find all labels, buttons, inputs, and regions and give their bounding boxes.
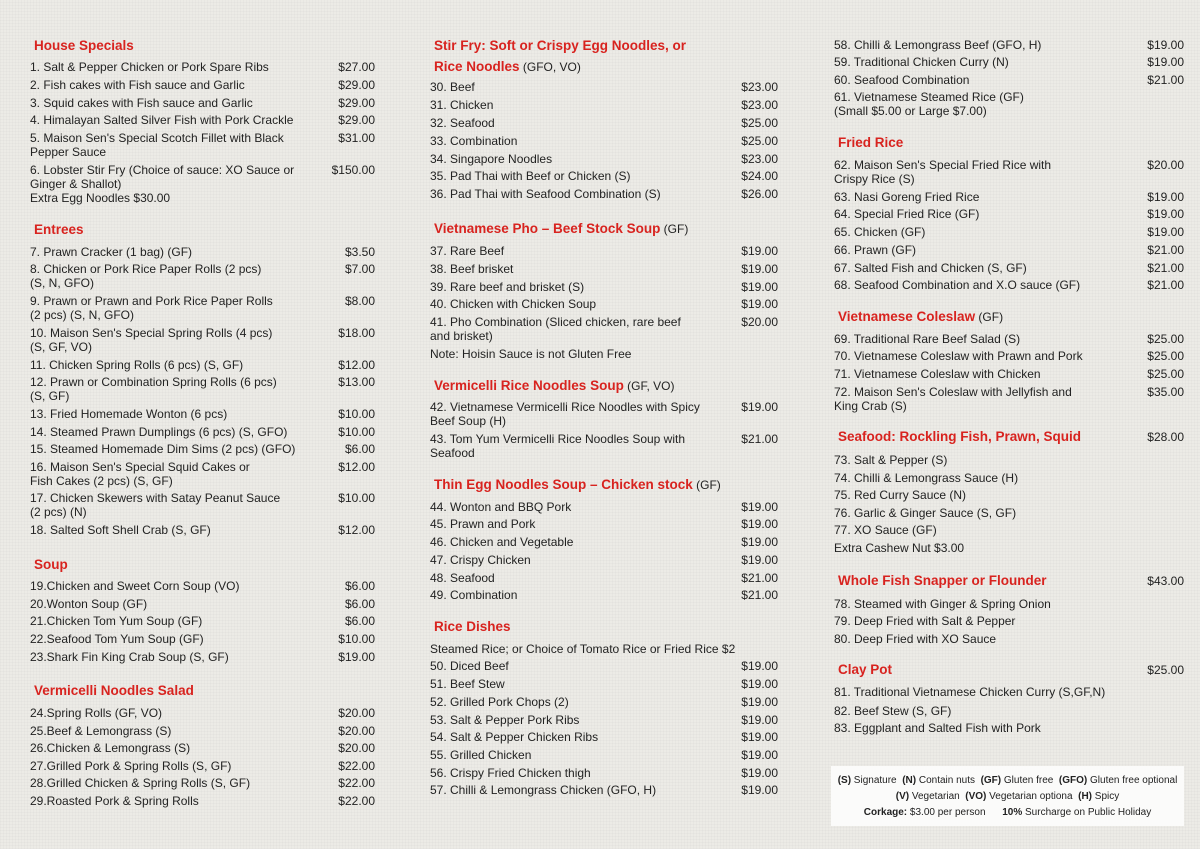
section-title: Whole Fish Snapper or Flounder [838, 573, 1047, 588]
item-name: 4. Himalayan Salted Silver Fish with Pork Crackle [30, 113, 294, 127]
item-name: 79. Deep Fried with Salt & Pepper [834, 614, 1016, 628]
item-name: 10. Maison Sen's Special Spring Rolls (4 pcs) (S, GF, VO) [30, 326, 273, 354]
item-name: 76. Garlic & Ginger Sauce (S, GF) [834, 506, 1017, 520]
section-title: Thin Egg Noodles Soup – Chicken stock (GF) [434, 477, 721, 492]
item-price: $19.00 [741, 713, 778, 727]
item-name: 15. Steamed Homemade Dim Sims (2 pcs) (GFO) [30, 442, 296, 456]
item-price: $20.00 [338, 724, 375, 738]
item-price: $29.00 [338, 113, 375, 127]
legend-key: (H) [1078, 791, 1092, 802]
item-price: $8.00 [344, 294, 375, 308]
item-name: 82. Beef Stew (S, GF) [834, 704, 952, 718]
item-name: 21.Chicken Tom Yum Soup (GF) [30, 614, 203, 628]
item-price: $12.00 [338, 460, 375, 474]
item-name: 5. Maison Sen's Special Scotch Fillet with Black Pepper Sauce [30, 131, 284, 159]
item-price: $6.00 [344, 442, 375, 456]
section-price: $25.00 [1147, 663, 1184, 677]
item-name: 1. Salt & Pepper Chicken or Pork Spare Ribs [30, 60, 269, 74]
section-title: Entrees [34, 222, 84, 237]
item-name: 9. Prawn or Prawn and Pork Rice Paper Rolls (2 pcs) (S, N, GFO) [30, 294, 273, 322]
item-price: $19.00 [741, 244, 778, 258]
item-price: $27.00 [338, 60, 375, 74]
item-name: 61. Vietnamese Steamed Rice (GF) (Small $5.00 or Large $7.00) [834, 90, 1024, 118]
item-name: 64. Special Fried Rice (GF) [834, 207, 980, 221]
item-name: 23.Shark Fin King Crab Soup (S, GF) [30, 650, 229, 664]
item-price: $6.00 [344, 597, 375, 611]
section-price: $43.00 [1147, 574, 1184, 588]
item-name: 34. Singapore Noodles [430, 152, 553, 166]
item-price: $150.00 [331, 163, 375, 177]
item-name: 72. Maison Sen's Coleslaw with Jellyfish and King Crab (S) [834, 385, 1072, 413]
section-title: Rice Dishes [434, 619, 511, 634]
item-name: 70. Vietnamese Coleslaw with Prawn and Pork [834, 349, 1083, 363]
item-price: $21.00 [741, 432, 778, 446]
item-name: 40. Chicken with Chicken Soup [430, 297, 597, 311]
item-price: $19.00 [1147, 55, 1184, 69]
item-name: 73. Salt & Pepper (S) [834, 453, 948, 467]
item-name: 57. Chilli & Lemongrass Chicken (GFO, H) [430, 783, 657, 797]
item-name: Note: Hoisin Sauce is not Gluten Free [430, 347, 632, 361]
item-price: $29.00 [338, 78, 375, 92]
legend-line [831, 773, 1184, 789]
section-title: Stir Fry: Soft or Crispy Egg Noodles, or [434, 38, 687, 53]
legend-text: Surcharge on Public Holiday [1022, 807, 1152, 818]
item-name: 66. Prawn (GF) [834, 243, 917, 257]
item-name: 39. Rare beef and brisket (S) [430, 280, 585, 294]
item-name: 36. Pad Thai with Seafood Combination (S) [430, 187, 661, 201]
item-price: $23.00 [741, 98, 778, 112]
item-price: $19.00 [1147, 225, 1184, 239]
section-title: Vietnamese Coleslaw (GF) [838, 309, 1004, 324]
legend-text: Gluten free optional [1087, 775, 1178, 786]
section-title: Seafood: Rockling Fish, Prawn, Squid [838, 429, 1082, 444]
item-name: 28.Grilled Chicken & Spring Rolls (S, GF) [30, 776, 251, 790]
legend-line [831, 805, 1184, 821]
item-price: $19.00 [741, 783, 778, 797]
legend-key: (GFO) [1058, 775, 1088, 786]
item-name: 30. Beef [430, 80, 475, 94]
item-price: $12.00 [338, 523, 375, 537]
item-price: $19.00 [741, 553, 778, 567]
item-name: 60. Seafood Combination [834, 73, 970, 87]
item-price: $22.00 [338, 759, 375, 773]
item-name: 67. Salted Fish and Chicken (S, GF) [834, 261, 1027, 275]
item-price: $24.00 [741, 169, 778, 183]
item-name: 27.Grilled Pork & Spring Rolls (S, GF) [30, 759, 232, 773]
item-name: 68. Seafood Combination and X.O sauce (GF) [834, 278, 1081, 292]
item-price: $19.00 [1147, 38, 1184, 52]
item-name: 16. Maison Sen's Special Squid Cakes or Fish Cakes (2 pcs) (S, GF) [30, 460, 250, 488]
item-price: $6.00 [344, 614, 375, 628]
item-name: 33. Combination [430, 134, 518, 148]
item-price: $21.00 [741, 571, 778, 585]
item-price: $19.00 [1147, 190, 1184, 204]
item-name: 46. Chicken and Vegetable [430, 535, 574, 549]
legend-line [831, 789, 1184, 805]
item-name: 54. Salt & Pepper Chicken Ribs [430, 730, 599, 744]
legend-text: Spicy [1092, 791, 1120, 802]
item-name: 55. Grilled Chicken [430, 748, 532, 762]
item-name: 8. Chicken or Pork Rice Paper Rolls (2 pcs) (S, N, GFO) [30, 262, 262, 290]
item-name: 47. Crispy Chicken [430, 553, 531, 567]
item-name: 63. Nasi Goreng Fried Rice [834, 190, 980, 204]
item-price: $10.00 [338, 425, 375, 439]
item-price: $10.00 [338, 491, 375, 505]
item-name: 81. Traditional Vietnamese Chicken Curry (S,GF,N) [834, 685, 1106, 699]
item-price: $20.00 [741, 315, 778, 329]
item-price: $19.00 [741, 730, 778, 744]
legend-key: (S) [837, 775, 852, 786]
section-note: (GF) [975, 310, 1004, 324]
item-name: 53. Salt & Pepper Pork Ribs [430, 713, 580, 727]
item-price: $20.00 [1147, 158, 1184, 172]
item-name: 78. Steamed with Ginger & Spring Onion [834, 597, 1051, 611]
item-price: $19.00 [741, 262, 778, 276]
legend-text: Contain nuts [916, 775, 981, 786]
item-name: 75. Red Curry Sauce (N) [834, 488, 967, 502]
item-name: 41. Pho Combination (Sliced chicken, rare beef and brisket) [430, 315, 681, 343]
section-title: Soup [34, 557, 68, 572]
item-name: 38. Beef brisket [430, 262, 514, 276]
item-name: 71. Vietnamese Coleslaw with Chicken [834, 367, 1041, 381]
item-name: 12. Prawn or Combination Spring Rolls (6 pcs) (S, GF) [30, 375, 277, 403]
legend-key: (N) [902, 775, 917, 786]
item-name: 26.Chicken & Lemongrass (S) [30, 741, 191, 755]
legend-key: 10% [1002, 807, 1023, 818]
item-price: $29.00 [338, 96, 375, 110]
item-price: $21.00 [1147, 278, 1184, 292]
item-name: 17. Chicken Skewers with Satay Peanut Sauce (2 pcs) (N) [30, 491, 281, 519]
item-price: $23.00 [741, 152, 778, 166]
section-title: House Specials [34, 38, 134, 53]
legend-text: Gluten free [1001, 775, 1059, 786]
legend-key: (VO) [965, 791, 987, 802]
item-name: 31. Chicken [430, 98, 494, 112]
item-price: $7.00 [344, 262, 375, 276]
legend-key: Corkage: [863, 807, 908, 818]
item-price: $25.00 [741, 116, 778, 130]
item-price: $19.00 [741, 695, 778, 709]
item-price: $21.00 [1147, 261, 1184, 275]
item-price: $19.00 [741, 659, 778, 673]
item-price: $31.00 [338, 131, 375, 145]
item-price: $35.00 [1147, 385, 1184, 399]
item-name: 19.Chicken and Sweet Corn Soup (VO) [30, 579, 240, 593]
item-price: $19.00 [741, 748, 778, 762]
item-name: 18. Salted Soft Shell Crab (S, GF) [30, 523, 211, 537]
section-title: Vermicelli Rice Noodles Soup (GF, VO) [434, 378, 675, 393]
item-price: $22.00 [338, 776, 375, 790]
item-price: $19.00 [741, 297, 778, 311]
item-name: 24.Spring Rolls (GF, VO) [30, 706, 163, 720]
item-name: 65. Chicken (GF) [834, 225, 926, 239]
item-name: 62. Maison Sen's Special Fried Rice with Crispy Rice (S) [834, 158, 1052, 186]
item-price: $6.00 [344, 579, 375, 593]
item-name: 13. Fried Homemade Wonton (6 pcs) [30, 407, 228, 421]
item-price: $19.00 [338, 650, 375, 664]
item-name: 25.Beef & Lemongrass (S) [30, 724, 172, 738]
legend-text: Vegetarian optiona [986, 791, 1079, 802]
item-name: 14. Steamed Prawn Dumplings (6 pcs) (S, GFO) [30, 425, 288, 439]
item-price: $19.00 [741, 677, 778, 691]
item-name: 77. XO Sauce (GF) [834, 523, 937, 537]
item-name: 44. Wonton and BBQ Pork [430, 500, 572, 514]
item-name: 52. Grilled Pork Chops (2) [430, 695, 569, 709]
item-name: 56. Crispy Fried Chicken thigh [430, 766, 591, 780]
item-price: $19.00 [741, 517, 778, 531]
item-name: 37. Rare Beef [430, 244, 505, 258]
item-name: 11. Chicken Spring Rolls (6 pcs) (S, GF) [30, 358, 244, 372]
item-name: 49. Combination [430, 588, 518, 602]
item-price: $19.00 [741, 400, 778, 414]
item-price: $19.00 [741, 766, 778, 780]
item-price: $21.00 [1147, 73, 1184, 87]
item-name: 69. Traditional Rare Beef Salad (S) [834, 332, 1021, 346]
item-price: $19.00 [1147, 207, 1184, 221]
item-name: 74. Chilli & Lemongrass Sauce (H) [834, 471, 1019, 485]
item-name: 29.Roasted Pork & Spring Rolls [30, 794, 199, 808]
section-note: (GF) [692, 478, 721, 492]
item-price: $10.00 [338, 632, 375, 646]
item-name: 43. Tom Yum Vermicelli Rice Noodles Soup with Seafood [430, 432, 686, 460]
item-name: 42. Vietnamese Vermicelli Rice Noodles with Spicy Beef Soup (H) [430, 400, 700, 428]
item-name: 50. Diced Beef [430, 659, 509, 673]
section-title: Fried Rice [838, 135, 904, 150]
item-name: 58. Chilli & Lemongrass Beef (GFO, H) [834, 38, 1042, 52]
item-price: $25.00 [1147, 367, 1184, 381]
section-title: Vietnamese Pho – Beef Stock Soup (GF) [434, 221, 689, 236]
legend-key: (GF) [980, 775, 1002, 786]
item-price: $22.00 [338, 794, 375, 808]
item-price: $20.00 [338, 706, 375, 720]
legend-text: $3.00 per person [907, 807, 1003, 818]
item-price: $3.50 [344, 245, 375, 259]
item-name: 80. Deep Fried with XO Sauce [834, 632, 997, 646]
item-name: 45. Prawn and Pork [430, 517, 536, 531]
section-note: (GFO, VO) [519, 60, 581, 74]
item-price: $18.00 [338, 326, 375, 340]
legend-box [831, 766, 1184, 826]
item-price: $19.00 [741, 280, 778, 294]
section-note: (GF, VO) [623, 379, 675, 393]
legend-key: (V) [895, 791, 910, 802]
item-price: $13.00 [338, 375, 375, 389]
item-price: $19.00 [741, 535, 778, 549]
section-title: Clay Pot [838, 662, 893, 677]
legend-text: Signature [851, 775, 903, 786]
item-price: $25.00 [1147, 332, 1184, 346]
item-price: $21.00 [1147, 243, 1184, 257]
section-note: (GF) [660, 222, 689, 236]
item-price: $26.00 [741, 187, 778, 201]
item-price: $12.00 [338, 358, 375, 372]
item-price: $10.00 [338, 407, 375, 421]
section-title: Rice Noodles (GFO, VO) [434, 59, 581, 74]
item-name: 32. Seafood [430, 116, 495, 130]
item-name: 22.Seafood Tom Yum Soup (GF) [30, 632, 204, 646]
item-price: $25.00 [741, 134, 778, 148]
item-name: 6. Lobster Stir Fry (Choice of sauce: XO Sauce or Ginger & Shallot) Extra Egg Noodles $30.00 [30, 163, 295, 205]
item-name: 3. Squid cakes with Fish sauce and Garlic [30, 96, 253, 110]
item-name: 7. Prawn Cracker (1 bag) (GF) [30, 245, 193, 259]
item-price: $19.00 [741, 500, 778, 514]
item-name: 83. Eggplant and Salted Fish with Pork [834, 721, 1041, 735]
item-name: 51. Beef Stew [430, 677, 505, 691]
item-name: 20.Wonton Soup (GF) [30, 597, 148, 611]
item-name: 35. Pad Thai with Beef or Chicken (S) [430, 169, 631, 183]
item-name: Steamed Rice; or Choice of Tomato Rice or Fried Rice $2 [430, 642, 736, 656]
item-name: Extra Cashew Nut $3.00 [834, 541, 965, 555]
section-title: Vermicelli Noodles Salad [34, 683, 194, 698]
legend-text: Vegetarian [909, 791, 966, 802]
item-price: $21.00 [741, 588, 778, 602]
item-name: 48. Seafood [430, 571, 495, 585]
item-name: 2. Fish cakes with Fish sauce and Garlic [30, 78, 245, 92]
item-price: $25.00 [1147, 349, 1184, 363]
item-price: $20.00 [338, 741, 375, 755]
item-name: 59. Traditional Chicken Curry (N) [834, 55, 1009, 69]
item-price: $23.00 [741, 80, 778, 94]
section-price: $28.00 [1147, 430, 1184, 444]
